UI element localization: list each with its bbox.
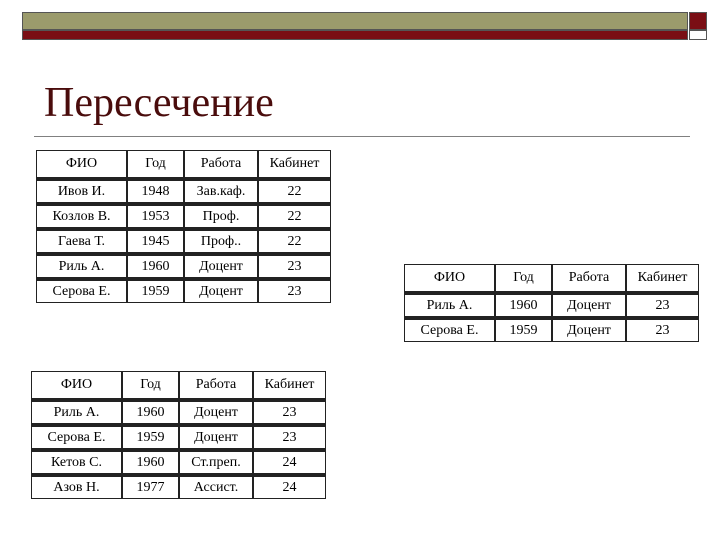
header-bar-olive: [22, 12, 688, 30]
table-row: [404, 317, 699, 342]
table-header-row: [31, 371, 326, 399]
table-row: [36, 203, 331, 228]
cell-year: 1953: [127, 203, 184, 228]
cell-fio: Риль А.: [404, 292, 495, 317]
cell-room: 23: [253, 399, 326, 424]
header-cell-job: Работа: [552, 264, 626, 292]
cell-year: 1945: [127, 228, 184, 253]
cell-job: Доцент: [179, 399, 253, 424]
cell-job: Проф..: [184, 228, 258, 253]
cell-job: Доцент: [179, 424, 253, 449]
header-square-maroon: [689, 12, 707, 30]
cell-job: Доцент: [552, 317, 626, 342]
header-cell-fio: ФИО: [404, 264, 495, 292]
header-cell-room: Кабинет: [253, 371, 326, 399]
table-row: [36, 178, 331, 203]
table-relation-b: [31, 371, 326, 499]
cell-fio: Серова Е.: [31, 424, 122, 449]
cell-fio: Азов Н.: [31, 474, 122, 499]
header-cell-fio: ФИО: [36, 150, 127, 178]
cell-room: 23: [253, 424, 326, 449]
cell-room: 23: [626, 292, 699, 317]
cell-fio: Кетов С.: [31, 449, 122, 474]
table-intersection-result: [404, 264, 699, 342]
cell-room: 23: [258, 278, 331, 303]
table-header-row: [36, 150, 331, 178]
cell-job: Проф.: [184, 203, 258, 228]
header-cell-job: Работа: [179, 371, 253, 399]
cell-fio: Риль А.: [36, 253, 127, 278]
cell-year: 1960: [122, 449, 179, 474]
cell-fio: Риль А.: [31, 399, 122, 424]
cell-year: 1960: [122, 399, 179, 424]
cell-fio: Ивов И.: [36, 178, 127, 203]
table-row: [36, 278, 331, 303]
table-row: [36, 253, 331, 278]
header-square-white: [689, 30, 707, 40]
cell-job: Ст.преп.: [179, 449, 253, 474]
cell-job: Ассист.: [179, 474, 253, 499]
cell-room: 24: [253, 449, 326, 474]
header-bar-maroon: [22, 30, 688, 40]
header-cell-year: Год: [127, 150, 184, 178]
cell-room: 23: [626, 317, 699, 342]
cell-year: 1959: [127, 278, 184, 303]
cell-job: Доцент: [184, 278, 258, 303]
header-cell-room: Кабинет: [258, 150, 331, 178]
cell-year: 1948: [127, 178, 184, 203]
cell-job: Доцент: [184, 253, 258, 278]
cell-room: 22: [258, 203, 331, 228]
cell-year: 1959: [495, 317, 552, 342]
header-cell-year: Год: [122, 371, 179, 399]
cell-year: 1959: [122, 424, 179, 449]
table-relation-a: [36, 150, 331, 303]
cell-fio: Гаева Т.: [36, 228, 127, 253]
header-cell-fio: ФИО: [31, 371, 122, 399]
table-row: [31, 424, 326, 449]
cell-fio: Серова Е.: [36, 278, 127, 303]
cell-room: 24: [253, 474, 326, 499]
cell-room: 22: [258, 178, 331, 203]
cell-room: 22: [258, 228, 331, 253]
table-row: [404, 292, 699, 317]
table-row: [31, 399, 326, 424]
header-cell-job: Работа: [184, 150, 258, 178]
cell-year: 1960: [495, 292, 552, 317]
cell-job: Зав.каф.: [184, 178, 258, 203]
cell-year: 1977: [122, 474, 179, 499]
cell-job: Доцент: [552, 292, 626, 317]
slide-title: Пересечение: [44, 80, 274, 126]
table-row: [31, 474, 326, 499]
table-row: [36, 228, 331, 253]
cell-room: 23: [258, 253, 331, 278]
table-row: [31, 449, 326, 474]
cell-fio: Козлов В.: [36, 203, 127, 228]
header-cell-year: Год: [495, 264, 552, 292]
cell-year: 1960: [127, 253, 184, 278]
table-header-row: [404, 264, 699, 292]
header-cell-room: Кабинет: [626, 264, 699, 292]
cell-fio: Серова Е.: [404, 317, 495, 342]
title-divider: [34, 136, 690, 137]
